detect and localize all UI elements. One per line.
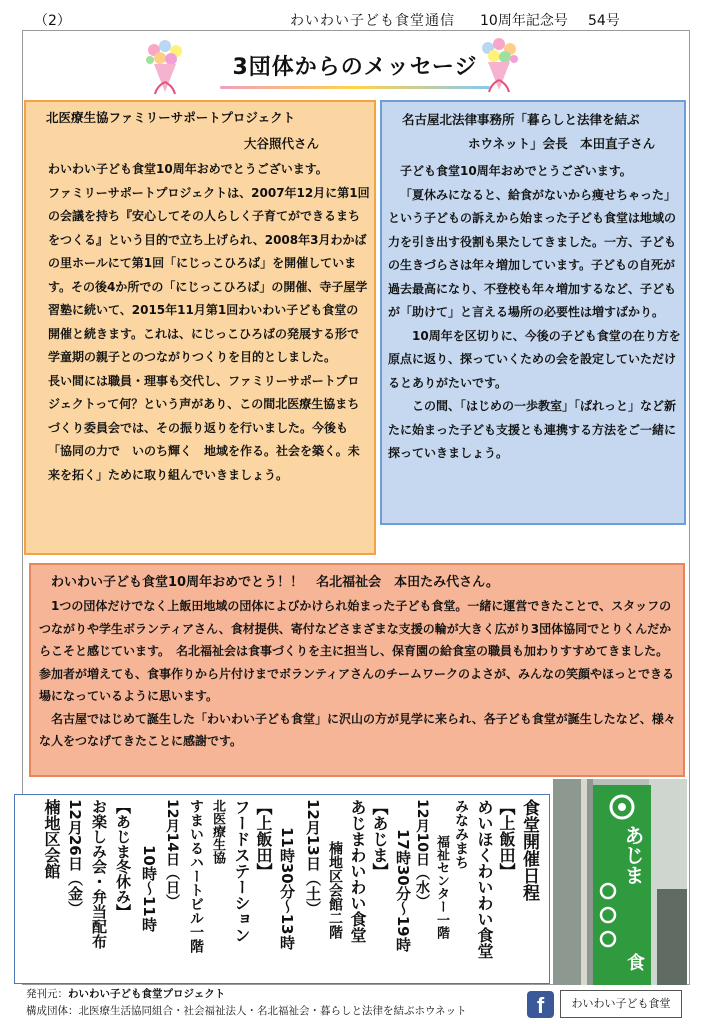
- schedule-line: 楠地区会館: [42, 799, 61, 879]
- page-number: （2）: [34, 13, 71, 29]
- right-paragraph: 10周年を区切りに、今後の子ども食堂の在り方を原点に返り、探っていくための会を設定していただけるとありがたいです。: [388, 328, 681, 390]
- publisher-line: [26, 986, 225, 1001]
- left-body: [48, 158, 370, 487]
- issue-number: 54号: [588, 13, 620, 29]
- edition-label: 10周年記念号: [480, 13, 568, 29]
- flower-bouquet-icon: [140, 38, 190, 98]
- publisher-label: 発刊元：: [26, 988, 68, 1000]
- schedule-title: 食堂開催日程: [519, 799, 539, 901]
- right-paragraph: 子ども食堂10周年おめでとうございます。: [400, 164, 632, 178]
- facebook-page-label[interactable]: わいわい子ども食堂: [560, 990, 682, 1018]
- schedule-line: すまいるハートビル一階: [188, 799, 204, 953]
- schedule-date: 12月14日（日）: [164, 799, 180, 908]
- right-organization: 名古屋北法律事務所「暮らしと法律を結ぶ: [402, 112, 640, 127]
- schedule-line: 楠地区会館二階: [327, 841, 343, 939]
- schedule-venue: 【あじま】: [370, 799, 389, 879]
- schedule-time: 10時～11時: [140, 845, 158, 932]
- message-box-bottom: [29, 563, 685, 777]
- banner-bottom-text: 食: [627, 953, 645, 974]
- bottom-heading: わいわい子ども食堂10周年おめでとう！！ 名北福祉会 本田たみ代さん。: [51, 575, 499, 590]
- banner-photo-image: [553, 779, 687, 985]
- banner-photo: [553, 779, 687, 985]
- page-title: 3団体からのメッセージ: [232, 55, 478, 80]
- left-paragraph: わいわい子ども食堂10周年おめでとうございます。: [48, 162, 328, 176]
- banner-text: あじま: [621, 825, 645, 885]
- right-author: ホウネット」会長 本田直子さん: [468, 136, 656, 151]
- facebook-icon[interactable]: f: [527, 991, 554, 1018]
- bottom-paragraph: 1つの団体だけでなく上飯田地域の団体によびかけられ始まった子ども食堂。一緒に運営できたことで、スタッフのつながりや学生ボランティアさん、食材提供、寄付などさまざまな支援の輪が大きく広がり3団体協同でとりくんだからこそと感じています。 名北福祉会は食事づくりを主に担当し、保育園の給食室の職員も加わりすすめてきました。参加者が増えても、食事作りから片付けまでボランティアさんのチームワークのよさが、みんなの笑顔やほっとできる場になっているように思います。: [39, 599, 675, 703]
- schedule-line: あじまわいわい食堂: [348, 799, 367, 943]
- left-paragraph: 長い間には職員・理事も交代し、ファミリーサポートプロジェクトって何？という声があり、この間北医療生協まちづくり委員会では、その振り返りを行いました。今後も「協同の力で いのち輝く 地域を作る。社会を築く。未来を拓く」ために取り組んでいきましょう。: [48, 373, 360, 482]
- publisher-name: わいわい子ども食堂プロジェクト: [68, 988, 226, 1000]
- right-paragraph: 「夏休みになると、給食がないから痩せちゃった」という子どもの訴えから始まった子ども食堂は地域の力を引き出す役割も果たしてきました。一方、子どもの生きづらさは年々増加しています。子どもの自死が過去最高になり、不登校も年々増加するなど、子どもが「助けて」と言える場所の必要性は増すばかり。: [388, 187, 677, 319]
- schedule-date: 12月26日（金）: [66, 799, 84, 916]
- right-paragraph: この間、「はじめの一歩教室」「ぱれっと」など新たに始まった子ども支援とも連携する方法をご一緒に探っていきましょう。: [388, 399, 677, 460]
- member-organizations: 構成団体：北医療生活協同組合・社会福祉法人・名北福祉会・暮らしと法律を結ぶホウネット: [26, 1005, 467, 1017]
- schedule-date: 12月13日（土）: [304, 799, 322, 916]
- schedule-venue: 【上飯田】: [254, 799, 273, 879]
- schedule-line: めいほくわいわい食堂: [475, 799, 494, 959]
- schedule-time: 11時30分～13時: [278, 827, 296, 950]
- schedule-venue: 【上飯田】: [497, 799, 516, 879]
- left-paragraph: ファミリーサポートプロジェクトは、2007年12月に第1回の会議を持ち『安心してその人らしく子育てができるまちをつくる』という目的で立ち上げられ、2008年3月わかばの里ホールにて第1回「にじっこひろば」を開催しています。その後4か所での「にじっこひろば」の開催、寺子屋学習塾に続いて、2015年11月第1回わいわい子ども食堂の開催と続きます。これは、にじっこひろばの発展する形で学童期の親子とのつながりつくりを目的としました。: [48, 185, 370, 364]
- message-box-left: [24, 100, 376, 555]
- page-header: [0, 8, 709, 32]
- schedule-time: 17時30分～19時: [394, 829, 412, 952]
- schedule-line: みなみまち: [453, 799, 469, 869]
- schedule-date: 12月10日（水）: [414, 799, 430, 908]
- schedule-box: [14, 794, 550, 984]
- schedule-venue: 【あじま冬休み】: [114, 799, 132, 919]
- schedule-line: フードステーション: [232, 799, 251, 943]
- title-underline: [220, 86, 490, 89]
- bottom-paragraph: 名古屋ではじめて誕生した「わいわい子ども食堂」に沢山の方が見学に来られ、各子ども食堂が誕生したなど、様々な人をつなげてきたことに感謝です。: [39, 711, 676, 748]
- schedule-line: 北医療生協: [210, 799, 225, 864]
- message-box-right: [380, 100, 686, 525]
- newsletter-name: わいわい子ども食堂通信: [290, 13, 455, 29]
- schedule-line: 福祉センター一階: [434, 835, 449, 939]
- left-author: 大谷照代さん: [244, 136, 320, 151]
- left-organization: 北医療生協ファミリーサポートプロジェクト: [46, 110, 296, 125]
- right-body: [388, 160, 684, 466]
- schedule-line: お楽しみ会・弁当配布: [90, 799, 108, 949]
- bottom-body: [39, 595, 677, 753]
